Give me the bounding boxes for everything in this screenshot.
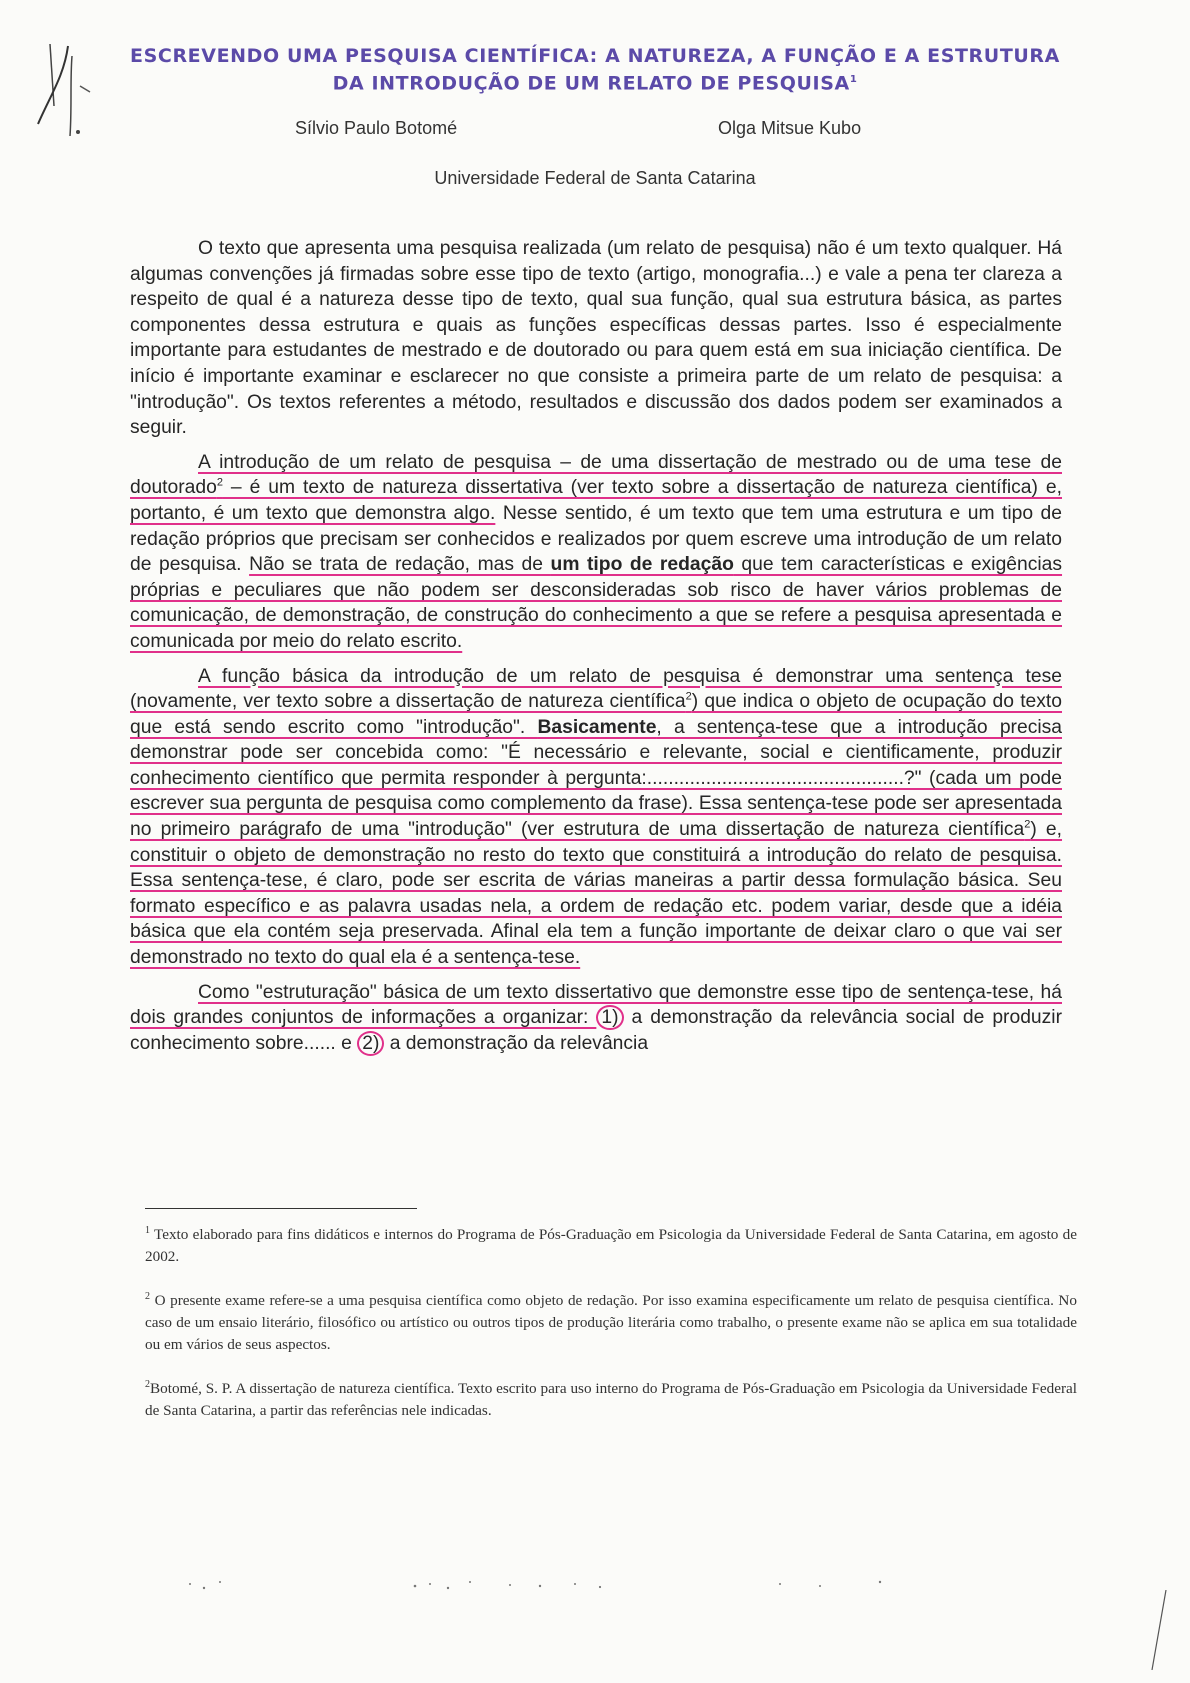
paragraph-2: A introdução de um relato de pesquisa – de uma dissertação de mestrado ou de uma tese de doutorado$^2$ – é um texto de natureza dissertativa (ver texto sobre a dissertação de natureza científica) e, portanto, é um texto que demonstra algo. Nesse sentido, é um texto que tem uma estrutura e um tipo de redação próprios que precisam ser conhecidos e realizados por quem escreve uma introdução de um relato de pesquisa. Não se trata de redação, mas de um tipo de redação que tem características e exigências próprias e peculiares que não podem ser desconsideradas sob risco de haver vários problemas de comunicação, de demonstração, de construção do conhecimento a que se refere a pesquisa apresentada e comunicada por meio do relato escrito.	[130, 451, 1063, 652]
document-title: ESCREVENDO UMA PESQUISA CIENTÍFICA: A NATUREZA, A FUNÇÃO E A ESTRUTURA DA INTRODUÇÃO DE UM RELATO DE PESQUISA$^1$	[130, 45, 1060, 95]
footnotes	[145, 1220, 1077, 1440]
paragraph-3	[130, 664, 1062, 971]
paragraph-1: O texto que apresenta uma pesquisa realizada (um relato de pesquisa) não é um texto qualquer. Há algumas convenções já firmadas sobre esse tipo de texto (artigo, monografia...) e vale a pena ter clareza a respeito de qual é a natureza desse tipo de texto, qual sua função, qual sua estrutura básica, as partes componentes dessa estrutura e quais as funções específicas dessas partes. Isso é especialmente importante para estudantes de mestrado e de doutorado ou para quem está em sua iniciação científica. De início é importante examinar e esclarecer no que consiste a primeira parte de um relato de pesquisa: a "introdução". Os textos referentes a método, resultados e discussão dos dados podem ser examinados a seguir.	[130, 238, 1062, 439]
scan-noise	[180, 1570, 980, 1600]
affiliation: Universidade Federal de Santa Catarina	[434, 168, 756, 188]
circled-number: 2)	[357, 1031, 384, 1056]
highlighted-text: Não se trata de redação, mas de um tipo de redação que tem características e exigências próprias e peculiares que não podem ser desconsideradas sob risco de haver vários problemas de comunicação, de demonstração, de construção do conhecimento a que se refere a pesquisa apresentada e comunicada por meio do relato escrito.	[130, 554, 1063, 652]
footnote-1: $^1$ Texto elaborado para fins didáticos e internos do Programa de Pós-Graduação em Psicologia da Universidade Federal de Santa Catarina, em agosto de 2002.	[145, 1225, 1077, 1266]
author-botome: Sílvio Paulo Botomé	[295, 118, 458, 138]
author-kubo: Olga Mitsue Kubo	[718, 118, 862, 138]
circled-number: 1)	[596, 1005, 623, 1030]
paragraph-4: Como "estruturação" básica de um texto dissertativo que demonstre esse tipo de sentença-tese, há dois grandes conjuntos de informações a organizar: 1) a demonstração da relevância social de produzir conhecimento sobre...... e 2) a demonstração da relevância	[130, 981, 1062, 1054]
highlighted-text: A introdução de um relato de pesquisa – de uma dissertação de mestrado ou de uma tese de doutorado$^2$ – é um texto de natureza dissertativa (ver texto sobre a dissertação de natureza científica) e, portanto, é um texto que demonstra algo.	[130, 451, 1062, 524]
footnote-3: $^2$Botomé, S. P. A dissertação de natureza científica. Texto escrito para uso interno do Programa de Pós-Graduação em Psicologia da Universidade Federal de Santa Catarina, a partir das referências nele indicadas.	[145, 1379, 1077, 1420]
footnote-2: $^2$ O presente exame refere-se a uma pesquisa científica como objeto de redação. Por isso examina especificamente um relato de pesquisa científica. No caso de um ensaio literário, filosófico ou artístico ou outros tipos de produção literária como trabalho, o presente exame não se aplica em sua totalidade ou em vários de seus aspectos.	[145, 1291, 1077, 1354]
document-body	[130, 236, 1062, 1065]
highlighted-text: Como "estruturação" básica de um texto dissertativo que demonstre esse tipo de sentença-tese, há dois grandes conjuntos de informações a organizar:	[130, 981, 1062, 1029]
scan-edge-mark	[1148, 1590, 1168, 1670]
highlighted-text: A função básica da introdução de um relato de pesquisa é demonstrar uma sentença tese (novamente, ver texto sobre a dissertação de natureza científica$^2$) que indica o objeto de ocupação do texto que está sendo escrito como "introdução". Basicamente, a sentença-tese que a introdução precisa demonstrar pode ser concebida como: "É necessário e relevante, social e cientificamente, produzir conhecimento científico que permita responder à pergunta:................................................?" (cada um pode escrever sua pergunta de pesquisa como complemento da frase). Essa sentença-tese pode ser apresentada no primeiro parágrafo de uma "introdução" (ver estrutura de uma dissertação de natureza científica$^2$) e, constituir o objeto de demonstração no resto do texto que constituirá a introdução do relato de pesquisa. Essa sentença-tese, é claro, pode ser escrita de várias maneiras a partir dessa formulação básica. Seu formato específico e as palavra usadas nela, a ordem de redação etc. podem variar, desde que a idéia básica que ela contém seja preservada. Afinal ela tem a função importante de deixar claro o que vai ser demonstrado no texto do qual ela é a sentença-tese.	[130, 665, 1063, 969]
handwritten-mark	[20, 36, 100, 146]
footnote-divider	[145, 1208, 417, 1209]
